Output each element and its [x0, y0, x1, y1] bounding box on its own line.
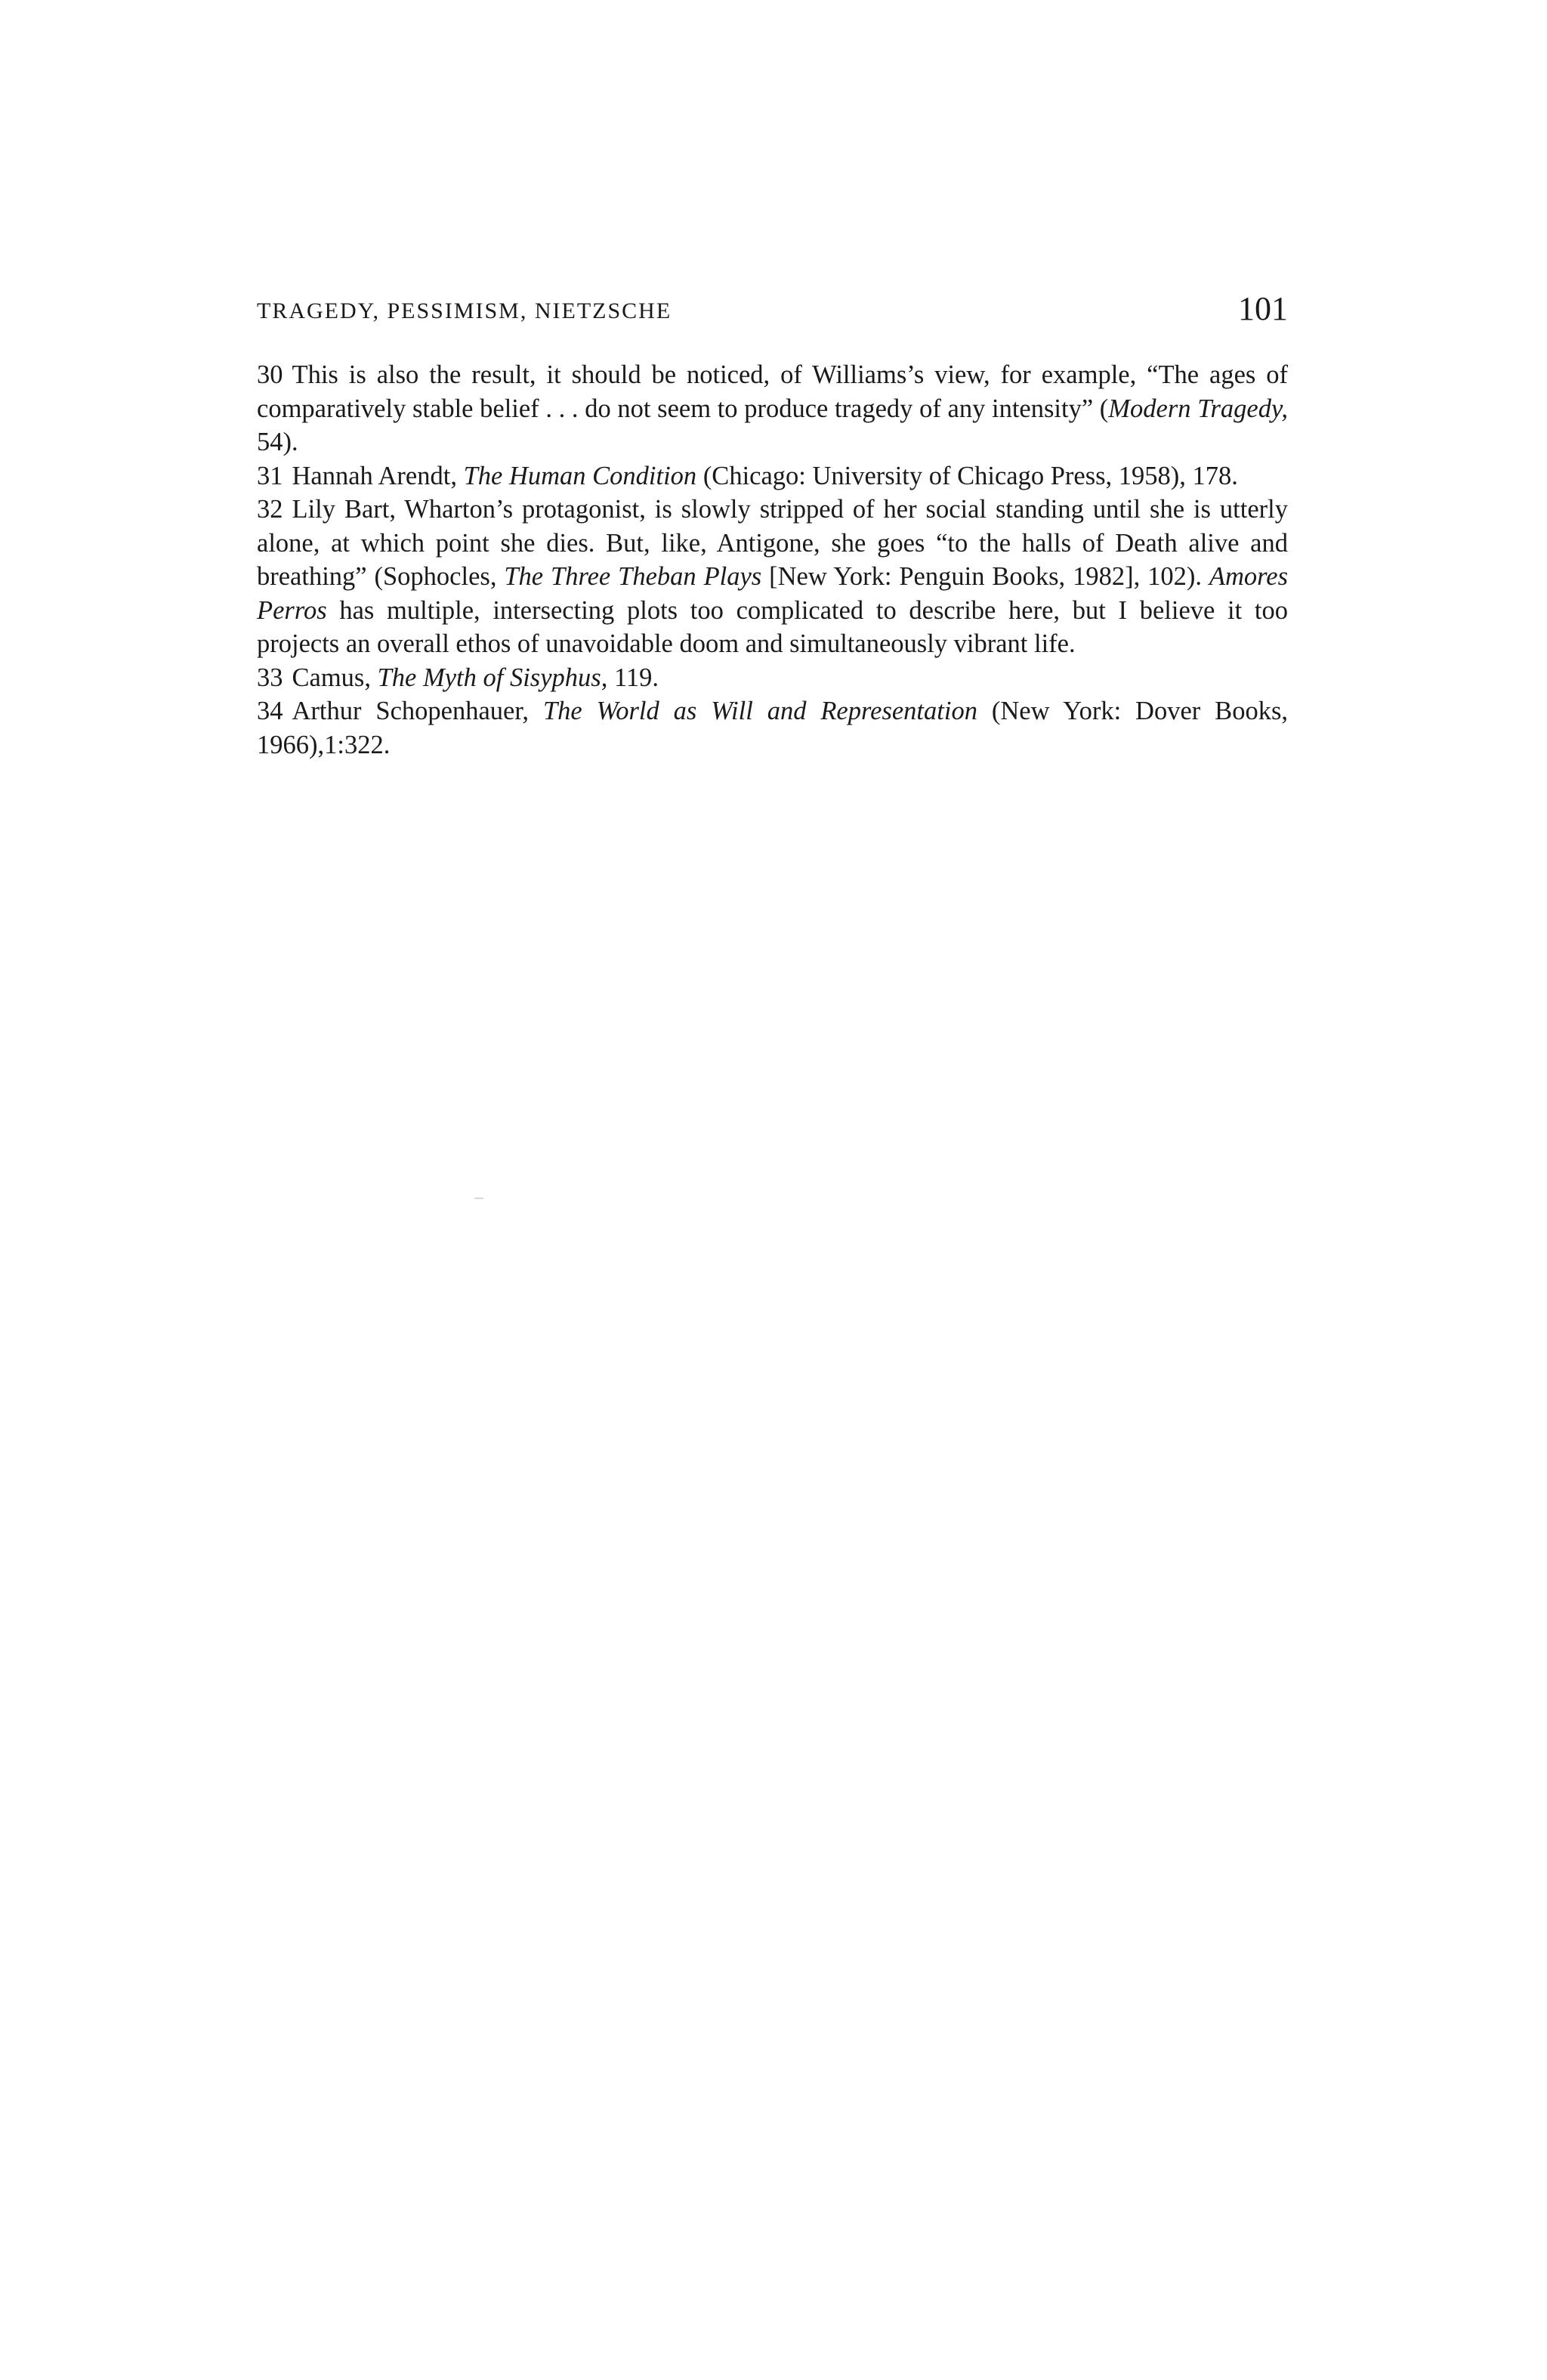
endnote-text: Camus,: [292, 663, 378, 692]
endnote-number: 33: [257, 663, 283, 692]
endnote-title: Modern Tragedy,: [1108, 394, 1288, 423]
endnote-title: Amores Perros: [257, 562, 1289, 625]
endnote-text: (Chicago: University of Chicago Press, 1958), 178.: [696, 461, 1238, 490]
endnote-title: The Three Theban Plays: [504, 562, 762, 591]
endnote-34: [257, 694, 1288, 762]
scan-artifact-mark: [474, 1198, 483, 1199]
endnote-text: has multiple, intersecting plots too complicated to describe here, but I believe it too projects an overall ethos of unavoidable doom and simultaneously vibrant life.: [257, 595, 1288, 658]
endnote-title: The Human Condition: [463, 461, 697, 490]
endnote-number: 30: [257, 360, 283, 389]
endnote-number: 34: [257, 697, 283, 725]
endnote-text: Lily Bart, Wharton’s protagonist, is slowly stripped of her social standing until she is utterly alone, at which point she dies. But, like, Antigone, she goes “to the halls of Death alive and breathing” (Sophocles,: [257, 495, 1288, 591]
endnote-number: 31: [257, 461, 283, 490]
endnote-text: 119.: [607, 663, 659, 692]
endnote-text: Arthur Schopenhauer,: [292, 697, 543, 725]
endnote-text: This is also the result, it should be noticed, of Williams’s view, for example, “The ages of comparatively stable belief . . . do not seem to produce tragedy of any intensity” (: [257, 360, 1288, 423]
endnote-32: [257, 493, 1288, 661]
endnote-33: [257, 661, 1288, 695]
endnote-text: 54).: [257, 428, 298, 456]
endnotes-list: [257, 358, 1288, 762]
page-number: 101: [1238, 290, 1288, 327]
endnote-text: [New York: Penguin Books, 1982], 102).: [761, 562, 1209, 591]
running-head: [257, 290, 1288, 332]
endnote-title: The Myth of Sisyphus,: [377, 663, 608, 692]
endnote-number: 32: [257, 495, 283, 524]
running-title: TRAGEDY, PESSIMISM, NIETZSCHE: [257, 298, 672, 323]
endnote-31: [257, 459, 1288, 493]
endnote-text: Hannah Arendt,: [292, 461, 464, 490]
endnote-text: (New York: Dover Books, 1966),1:322.: [257, 697, 1288, 759]
endnote-title: The World as Will and Representation: [542, 697, 977, 725]
endnote-30: [257, 358, 1288, 459]
